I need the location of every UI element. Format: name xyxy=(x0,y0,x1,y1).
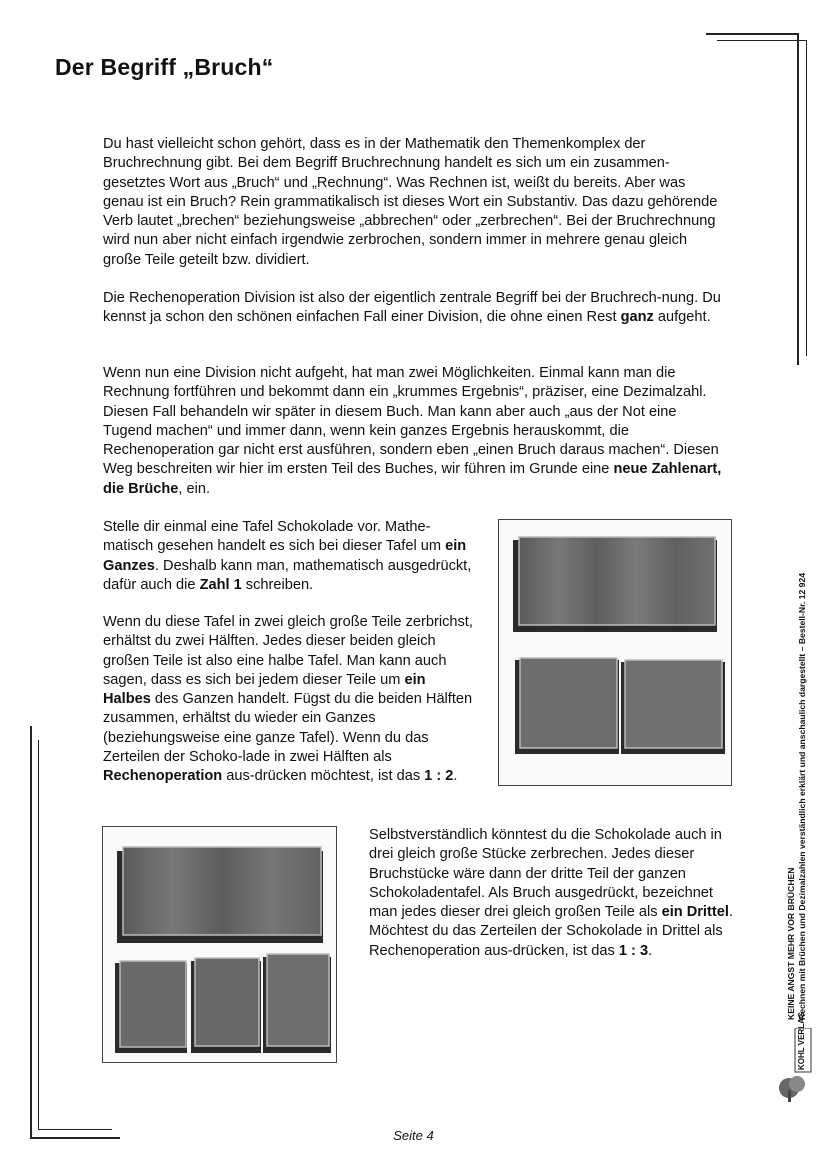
chocolate-thirds-image xyxy=(103,827,336,1062)
book-subtitle-order-number: Rechnen mit Brüchen und Dezimalzahlen verständlich erklärt und anschaulich dargestellt – Bestell-Nr. 12 924 xyxy=(796,572,807,1020)
sidebar-text xyxy=(786,573,807,1020)
frame-top-right-h1 xyxy=(706,33,798,35)
frame-bottom-left-v1 xyxy=(30,726,32,1138)
paragraph-4: Stelle dir einmal eine Tafel Schokolade vor. Mathe-matisch gesehen handelt es sich bei dieser Tafel um ein Ganzes. Deshalb kann man, mathematisch ausgedrückt, dafür auch die Zahl 1 schreiben. xyxy=(103,519,472,593)
book-series-title: KEINE ANGST MEHR VOR BRÜCHEN xyxy=(786,867,796,1020)
paragraph-5: Wenn du diese Tafel in zwei gleich große Teile zerbrichst, erhältst du zwei Hälften. Jedes dieser beiden gleich großen Teile ist also eine halbe Tafel. Man kann auch sagen, dass es sich bei jedem dieser Teile um ein Halbes des Ganzen handelt. Fügst du die beiden Hälften zusammen, erhältst du wieder ein Ganzes (beziehungsweise eine ganze Tafel). Wenn du das Zerteilen der Schoko-lade in zwei Hälften als Rechenoperation aus-drücken möchtest, ist das 1 : 2. xyxy=(103,614,473,785)
paragraph-2: Die Rechenoperation Division ist also der eigentlich zentrale Begriff bei der Bruchrech-nung. Du kennst ja schon den schönen einfachen Fall einer Division, die ohne einen Rest ganz aufgeht. xyxy=(103,290,721,326)
chocolate-thirds-photo xyxy=(102,826,337,1063)
page-number: Seite 4 xyxy=(393,1128,434,1143)
frame-bottom-left-v2 xyxy=(38,740,39,1130)
page-title: Der Begriff „Bruch“ xyxy=(55,54,274,80)
frame-top-right-v2 xyxy=(806,40,807,356)
frame-top-right-h2 xyxy=(717,40,807,41)
paragraph-6: Selbstverständlich könntest du die Schokolade auch in drei gleich große Stücke zerbrechen. Jedes dieser Bruchstücke wäre dann der dritte Teil der ganzen Schokoladentafel. Als Bruch ausgedrückt, bezeichnet man jedes dieser drei gleich großen Teile als ein Drittel. Möchtest du das Zerteilen der Schokolade in Drittel als Rechenoperation aus-drücken, ist das 1 : 3. xyxy=(369,827,733,959)
publisher-logo xyxy=(775,1011,815,1109)
publisher-logo-text: KOHL VERLAG xyxy=(797,1011,806,1070)
paragraph-3: Wenn nun eine Division nicht aufgeht, hat man zwei Möglichkeiten. Einmal kann man die Rechnung fortführen und bekommt dann ein „krummes Ergebnis“, präziser, eine Dezimalzahl. Diesen Fall behandeln wir später in diesem Buch. Man kann aber auch „aus der Not eine Tugend machen“ und immer dann, wenn kein ganzes Ergebnis herauskommt, die Rechenoperation gar nicht erst ausführen, sondern eben „einen Bruch daraus machen“. Diesen Weg beschreiten wir hier im ersten Teil des Buches, wir führen im Grunde eine neue Zahlenart, die Brüche, ein. xyxy=(103,365,722,497)
paragraph-1: Du hast vielleicht schon gehört, dass es in der Mathematik den Themenkomplex der Bruchrechnung gibt. Bei dem Begriff Bruchrechnung handelt es sich um ein zusammen-gesetztes Wort aus „Bruch“ und „Rechnung“. Was Rechnen ist, weißt du bereits. Aber was genau ist ein Bruch? Rein grammatikalisch ist dieses Wort ein Substantiv. Das dazu gehörende Verb lautet „brechen“ beziehungsweise „abbrechen“ oder „zerbrechen“. Bei der Bruchrechnung wird nun aber nicht einfach irgendwie zerbrochen, sondern immer in mehrere genau gleich große Teile geteilt bzw. dividiert. xyxy=(103,136,718,268)
frame-top-right-v1 xyxy=(797,33,799,365)
chocolate-halves-image xyxy=(499,520,731,785)
chocolate-halves-photo xyxy=(498,519,732,786)
publisher-logo-icon xyxy=(775,1028,815,1104)
